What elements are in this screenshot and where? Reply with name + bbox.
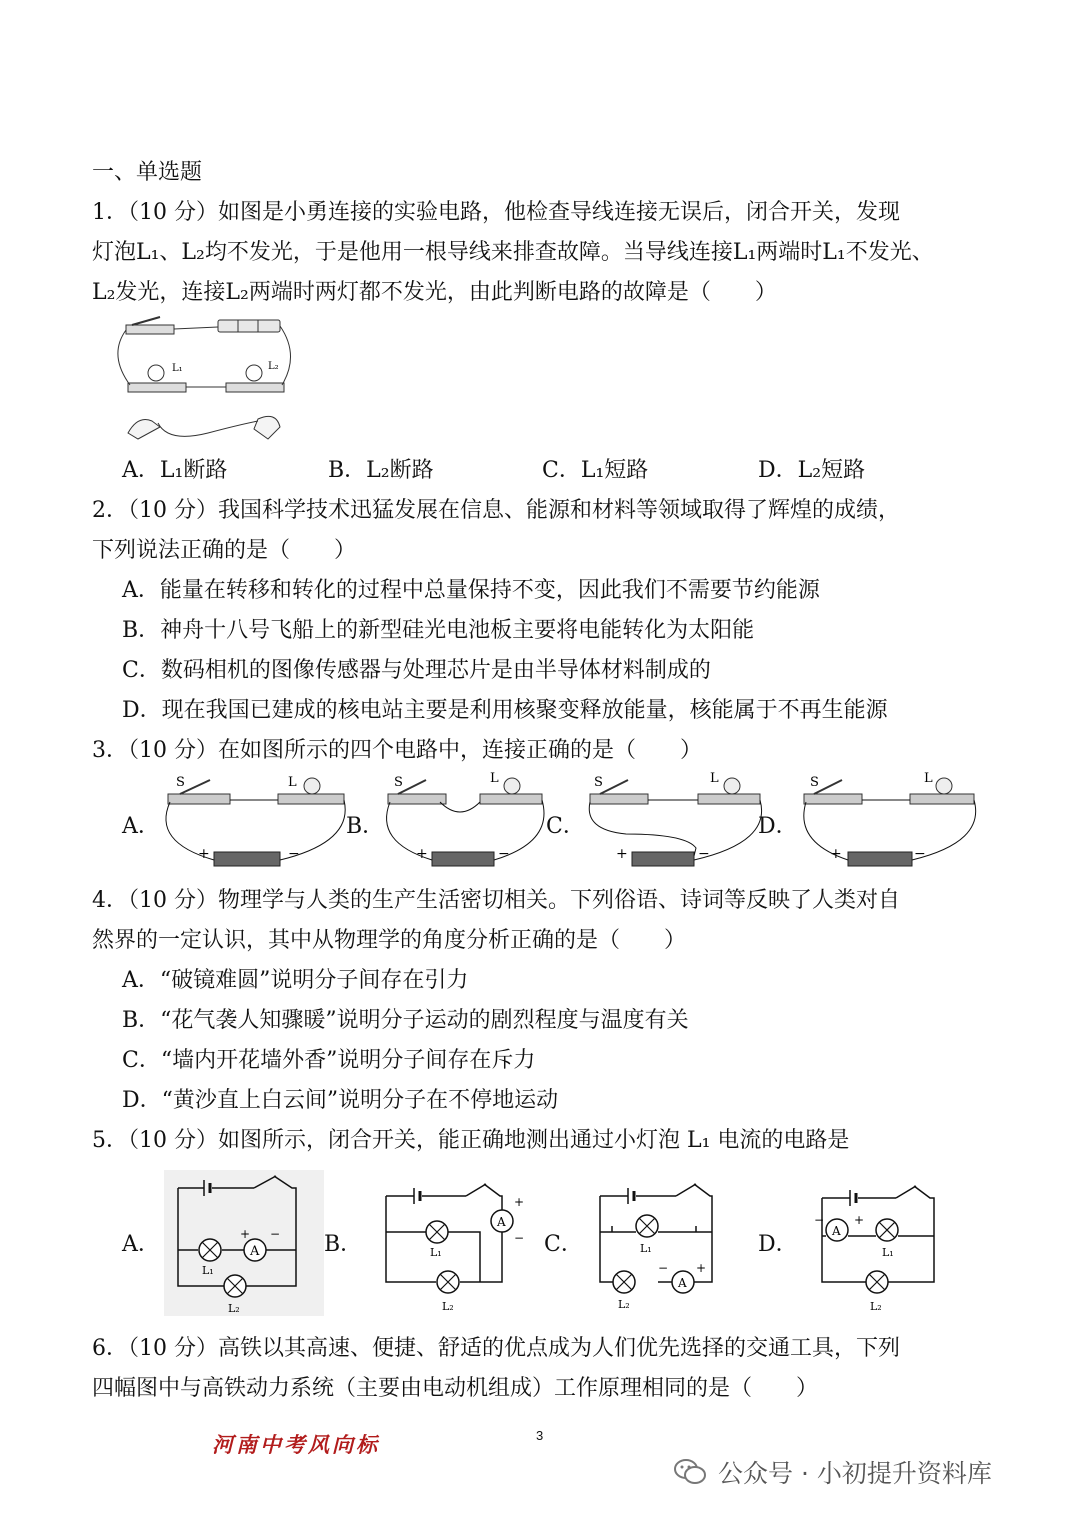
q4-option-d: D．“黄沙直上白云间”说明分子在不停地运动 bbox=[122, 1088, 559, 1113]
q4-option-b: B．“花气袭人知骤暖”说明分子运动的剧烈程度与温度有关 bbox=[122, 1008, 689, 1033]
q5d-plus: + bbox=[854, 1213, 865, 1227]
q3d-lamp-label: L bbox=[924, 772, 933, 786]
q5c-ammeter-label: A bbox=[678, 1276, 687, 1290]
q5-option-a-letter: A． bbox=[122, 1232, 160, 1257]
q6-line-1: 6．（10 分）高铁以其高速、便捷、舒适的优点成为人们优先选择的交通工具，下列 bbox=[92, 1336, 900, 1361]
q5d-l2: L₂ bbox=[870, 1300, 882, 1313]
q1-line-2: 灯泡L₁、L₂均不发光，于是他用一根导线来排查故障。当导线连接L₁两端时L₁不发光、 bbox=[92, 240, 934, 265]
q5a-l1: L₁ bbox=[202, 1264, 214, 1277]
q3-option-b-letter: B． bbox=[346, 814, 385, 839]
q1-option-a: A．L₁断路 bbox=[122, 458, 228, 483]
q4-line-2: 然界的一定认识，其中从物理学的角度分析正确的是（ ） bbox=[92, 928, 687, 953]
q5-circuit-c bbox=[592, 1176, 732, 1316]
q5b-minus: − bbox=[514, 1231, 525, 1245]
q3a-switch-label: S bbox=[176, 775, 185, 790]
q4-option-c: C．“墙内开花墙外香”说明分子间存在斥力 bbox=[122, 1048, 536, 1073]
q5b-l2: L₂ bbox=[442, 1300, 454, 1313]
page-number: 3 bbox=[536, 1428, 544, 1443]
q5-line: 5．（10 分）如图所示，闭合开关，能正确地测出通过小灯泡 L₁ 电流的电路是 bbox=[92, 1128, 850, 1153]
q3d-minus: − bbox=[914, 846, 926, 862]
q1-line-3: L₂发光，连接L₂两端时两灯都不发光，由此判断电路的故障是（ ） bbox=[92, 280, 777, 305]
q3a-minus: − bbox=[288, 846, 300, 862]
q5c-minus: − bbox=[658, 1261, 669, 1275]
section-title: 一、单选题 bbox=[92, 160, 203, 185]
q3-option-c-letter: C． bbox=[546, 814, 585, 839]
q4-option-a: A．“破镜难圆”说明分子间存在引力 bbox=[122, 968, 469, 993]
q3c-plus: + bbox=[616, 846, 628, 862]
q6-line-2: 四幅图中与高铁动力系统（主要由电动机组成）工作原理相同的是（ ） bbox=[92, 1376, 819, 1401]
q3b-minus: − bbox=[498, 846, 510, 862]
q5-circuit-b bbox=[380, 1176, 530, 1316]
footer-brand: 河南中考风向标 bbox=[212, 1432, 380, 1457]
q2-option-a: A．能量在转移和转化的过程中总量保持不变，因此我们不需要节约能源 bbox=[122, 578, 820, 603]
q5b-l1: L₁ bbox=[430, 1246, 442, 1259]
q5c-l1: L₁ bbox=[640, 1242, 652, 1255]
q1-line-1: 1．（10 分）如图是小勇连接的实验电路，他检查导线连接无误后，闭合开关，发现 bbox=[92, 200, 900, 225]
q5a-minus: − bbox=[270, 1227, 281, 1241]
q1-option-d: D．L₂短路 bbox=[758, 458, 866, 483]
q5-option-d-letter: D． bbox=[758, 1232, 798, 1257]
q1-circuit-figure bbox=[108, 315, 293, 443]
q3a-plus: + bbox=[198, 846, 210, 862]
q5-option-c-letter: C． bbox=[544, 1232, 583, 1257]
q3b-plus: + bbox=[416, 846, 428, 862]
q5a-l2: L₂ bbox=[228, 1302, 240, 1315]
q2-option-d: D．现在我国已建成的核电站主要是利用核聚变释放能量，核能属于不再生能源 bbox=[122, 698, 888, 723]
q1-option-c: C．L₁短路 bbox=[542, 458, 649, 483]
q5c-plus: + bbox=[696, 1261, 707, 1275]
q2-option-c: C．数码相机的图像传感器与处理芯片是由半导体材料制成的 bbox=[122, 658, 711, 683]
q5d-l1: L₁ bbox=[882, 1246, 894, 1259]
q3-circuit-d bbox=[798, 772, 978, 880]
q5-circuit-d bbox=[812, 1176, 952, 1316]
q3-option-d-letter: D． bbox=[758, 814, 798, 839]
q3c-lamp-label: L bbox=[710, 772, 719, 786]
q3-circuit-b bbox=[380, 772, 550, 880]
q5-options-row bbox=[118, 1170, 978, 1318]
wechat-icon bbox=[672, 1454, 708, 1490]
q5d-minus: − bbox=[814, 1213, 825, 1227]
watermark-text: 公众号 · 小初提升资料库 bbox=[718, 1459, 992, 1488]
q5-circuit-a bbox=[164, 1170, 324, 1316]
q2-line-1: 2．（10 分）我国科学技术迅猛发展在信息、能源和材料等领域取得了辉煌的成绩， bbox=[92, 498, 900, 523]
q5c-l2: L₂ bbox=[618, 1298, 630, 1311]
q3b-switch-label: S bbox=[394, 775, 403, 790]
q2-line-2: 下列说法正确的是（ ） bbox=[92, 538, 357, 563]
q5b-plus: + bbox=[514, 1195, 525, 1209]
q3-options-row bbox=[118, 772, 978, 880]
q3c-switch-label: S bbox=[594, 775, 603, 790]
q3d-switch-label: S bbox=[810, 775, 819, 790]
q5a-ammeter-label: A bbox=[250, 1244, 260, 1259]
q1-fig-label-l1: L₁ bbox=[172, 363, 183, 374]
q3-circuit-a bbox=[158, 772, 348, 880]
watermark bbox=[672, 1452, 992, 1492]
q5b-ammeter-label: A bbox=[497, 1215, 506, 1229]
q3-line: 3．（10 分）在如图所示的四个电路中，连接正确的是（ ） bbox=[92, 738, 702, 763]
q1-option-b: B．L₂断路 bbox=[328, 458, 434, 483]
q4-line-1: 4．（10 分）物理学与人类的生产生活密切相关。下列俗语、诗词等反映了人类对自 bbox=[92, 888, 900, 913]
q5-option-b-letter: B． bbox=[324, 1232, 363, 1257]
q3b-lamp-label: L bbox=[490, 772, 499, 786]
q2-option-b: B．神舟十八号飞船上的新型硅光电池板主要将电能转化为太阳能 bbox=[122, 618, 755, 643]
q5d-ammeter-label: A bbox=[832, 1224, 841, 1238]
q3d-plus: + bbox=[830, 846, 842, 862]
q3a-lamp-label: L bbox=[288, 775, 297, 790]
q3-circuit-c bbox=[586, 772, 766, 880]
q5a-plus: + bbox=[240, 1227, 251, 1241]
q1-fig-label-l2: L₂ bbox=[268, 361, 279, 372]
q3-option-a-letter: A． bbox=[122, 814, 160, 839]
q3c-minus: − bbox=[698, 846, 710, 862]
